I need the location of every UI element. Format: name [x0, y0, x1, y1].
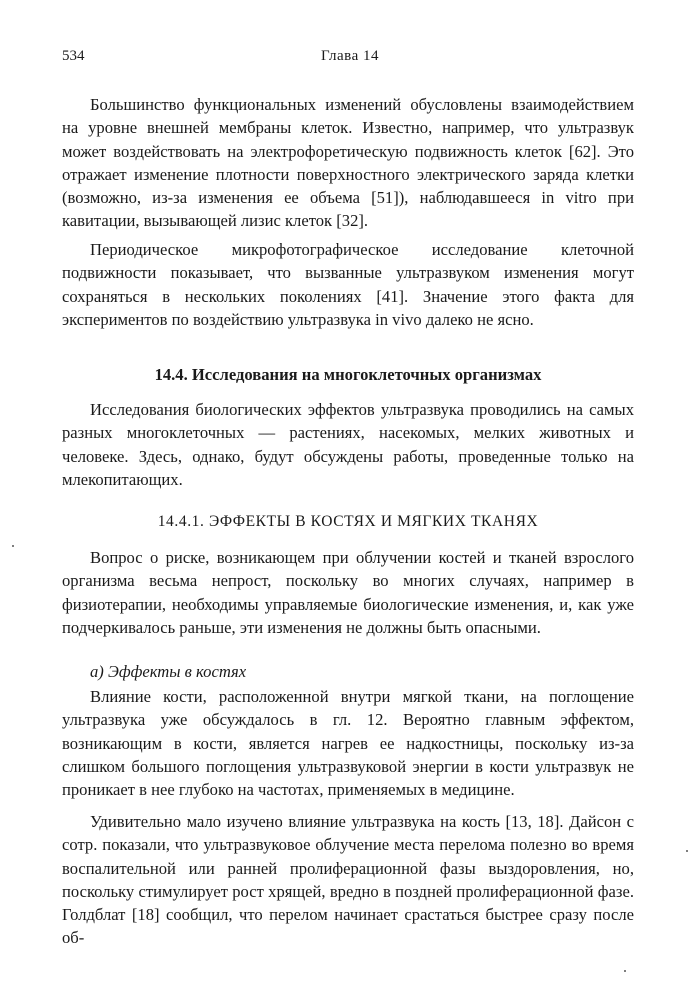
- paragraph-bone-absorption: Влияние кости, расположенной внутри мягкой ткани, на поглощение ультразвука уже обсуждалось в гл. 12. Вероятно главным эффектом, возникающим в кости, является нагрев ее надкостницы, поскольку из-за слишком большого поглощения ультразвуковой энергии в кости ультразвук не проникает в нее глубоко на частотах, применяемых в медицине.: [62, 687, 634, 800]
- item-heading-bone-effects: а) Эффекты в костях: [90, 662, 247, 681]
- paragraph-risk: Вопрос о риске, возникающем при облучении костей и тканей взрослого организма весьма непрост, поскольку во многих случаях, например в физиотерапии, необходимы управляемые биологические изменения, и, как уже подчеркивалось раньше, эти изменения не должны быть опасными.: [62, 548, 634, 637]
- subsection-heading: 14.4.1. ЭФФЕКТЫ В КОСТЯХ И МЯГКИХ ТКАНЯХ: [157, 513, 539, 530]
- running-head: Глава 14: [321, 48, 379, 64]
- scan-speck: [686, 850, 688, 852]
- scan-speck: [624, 970, 626, 972]
- page-header: [62, 48, 638, 70]
- paragraph-multicellular: Исследования биологических эффектов ультразвука проводились на самых разных многоклеточных — растениях, насекомых, мелких животных и человеке. Здесь, однако, будут обсуждены работы, проведенные только на млекопитающих.: [62, 400, 634, 489]
- scan-speck: [12, 545, 14, 547]
- page-number: 534: [62, 48, 85, 64]
- paragraph-microphotography: Периодическое микрофотографическое исследование клеточной подвижности показывает, что вызванные ультразвуком изменения могут сохраняться в нескольких поколениях [41]. Значение этого факта для экспериментов по воздействию ультразвука in vivo далеко не ясно.: [62, 240, 634, 329]
- paragraph-bone-studies: Удивительно мало изучено влияние ультразвука на кость [13, 18]. Дайсон с сотр. показали, что ультразвуковое облучение места перелома полезно во время воспалительной или ранней пролиферационной фазы выздоровления, но, поскольку стимулирует рост хрящей, вредно в поздней пролиферационной фазе. Голдблат [18] сообщил, что перелом начинает срастаться быстрее сразу после об-: [62, 812, 634, 948]
- paragraph-membrane: Большинство функциональных изменений обусловлены взаимодействием на уровне внешней мембраны клеток. Известно, например, что ультразвук может воздействовать на электрофоретическую подвижность клеток [62]. Это отражает изменение плотности поверхностного электрического заряда клетки (возможно, из-за изменения ее объема [51]), наблюдавшееся in vitro при кавитации, вызывающей лизис клеток [32].: [62, 95, 634, 231]
- section-heading: 14.4. Исследования на многоклеточных организмах: [154, 365, 542, 384]
